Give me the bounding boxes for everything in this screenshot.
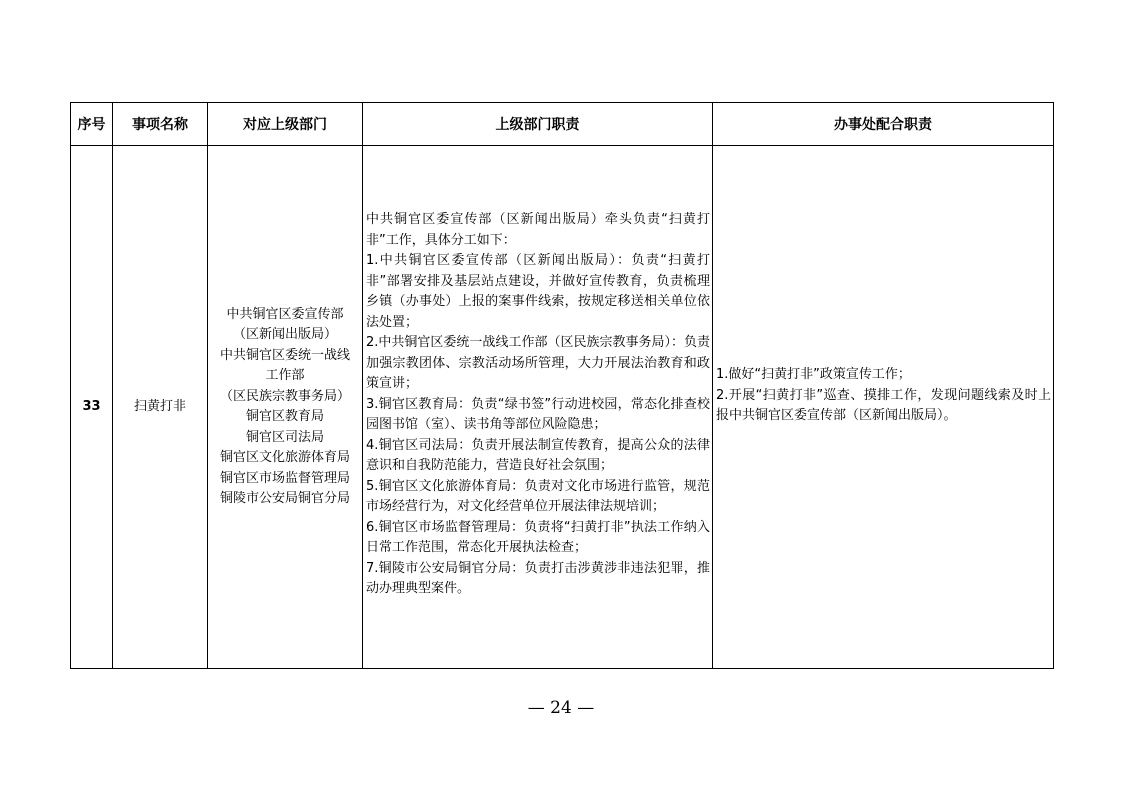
duty-paragraph: 5.铜官区文化旅游体育局：负责对文化市场进行监管，规范市场经营行为，对文化经营单位开展法律法规培训； (366, 478, 710, 515)
cooperation-paragraph: 1.做好“扫黄打非”政策宣传工作； (716, 367, 911, 383)
duty-paragraph: 6.铜官区市场监督管理局：负责将“扫黄打非”执法工作纳入日常工作范围，常态化开展执法检查； (366, 519, 710, 556)
row-superior-duties (363, 146, 713, 669)
duty-paragraph: 1.中共铜官区委宣传部（区新闻出版局）：负责“扫黄打非”部署安排及基层站点建设，并做好宣传教育，负责梳理乡镇（办事处）上报的案事件线索，按规定移送相关单位依法处置； (366, 253, 710, 330)
duty-paragraph: 2.中共铜官区委统一战线工作部（区民族宗教事务局）：负责加强宗教团体、宗教活动场所管理，大力开展法治教育和政策宣讲； (366, 335, 710, 392)
header-number: 序号 (71, 103, 113, 146)
department-line: 铜陵市公安局铜官分局 (219, 491, 350, 506)
department-line: 铜官区市场监督管理局 (219, 470, 350, 486)
department-line: 铜官区教育局 (245, 409, 324, 424)
department-line: 铜官区司法局 (245, 429, 324, 445)
row-office-cooperation (713, 146, 1054, 669)
header-superior-duties: 上级部门职责 (363, 103, 713, 146)
department-line: （区新闻出版局） (232, 327, 337, 342)
cooperation-paragraph: 2.开展“扫黄打非”巡查、摸排工作，发现问题线索及时上报中共铜官区委宣传部（区新闻出版局）。 (716, 387, 1051, 424)
table-row (71, 146, 1054, 669)
row-number: 33 (71, 146, 113, 669)
department-line: 工作部 (265, 368, 305, 383)
row-item-name: 扫黄打非 (113, 146, 208, 669)
duty-paragraph: 4.铜官区司法局：负责开展法制宣传教育，提高公众的法律意识和自我防范能力，营造良好社会氛围； (366, 437, 710, 474)
duty-paragraph: 7.铜陵市公安局铜官分局：负责打击涉黄涉非违法犯罪，推动办理典型案件。 (366, 560, 710, 597)
header-office-cooperation: 办事处配合职责 (713, 103, 1054, 146)
header-item-name: 事项名称 (113, 103, 208, 146)
row-departments (208, 146, 363, 669)
department-line: 中共铜官区委宣传部 (226, 306, 344, 322)
department-line: （区民族宗教事务局） (219, 388, 350, 404)
department-line: 中共铜官区委统一战线 (219, 347, 350, 363)
header-superior-department: 对应上级部门 (208, 103, 363, 146)
duty-paragraph: 3.铜官区教育局：负责“绿书签”行动进校园，常态化排查校园图书馆（室）、读书角等部位风险隐患； (366, 396, 710, 433)
department-line: 铜官区文化旅游体育局 (219, 450, 350, 465)
page-number: — 24 — (527, 698, 595, 718)
duty-paragraph: 中共铜官区委宣传部（区新闻出版局）牵头负责“扫黄打非”工作，具体分工如下： (366, 212, 710, 248)
table-header-row (71, 103, 1054, 146)
duty-table (70, 102, 1054, 669)
